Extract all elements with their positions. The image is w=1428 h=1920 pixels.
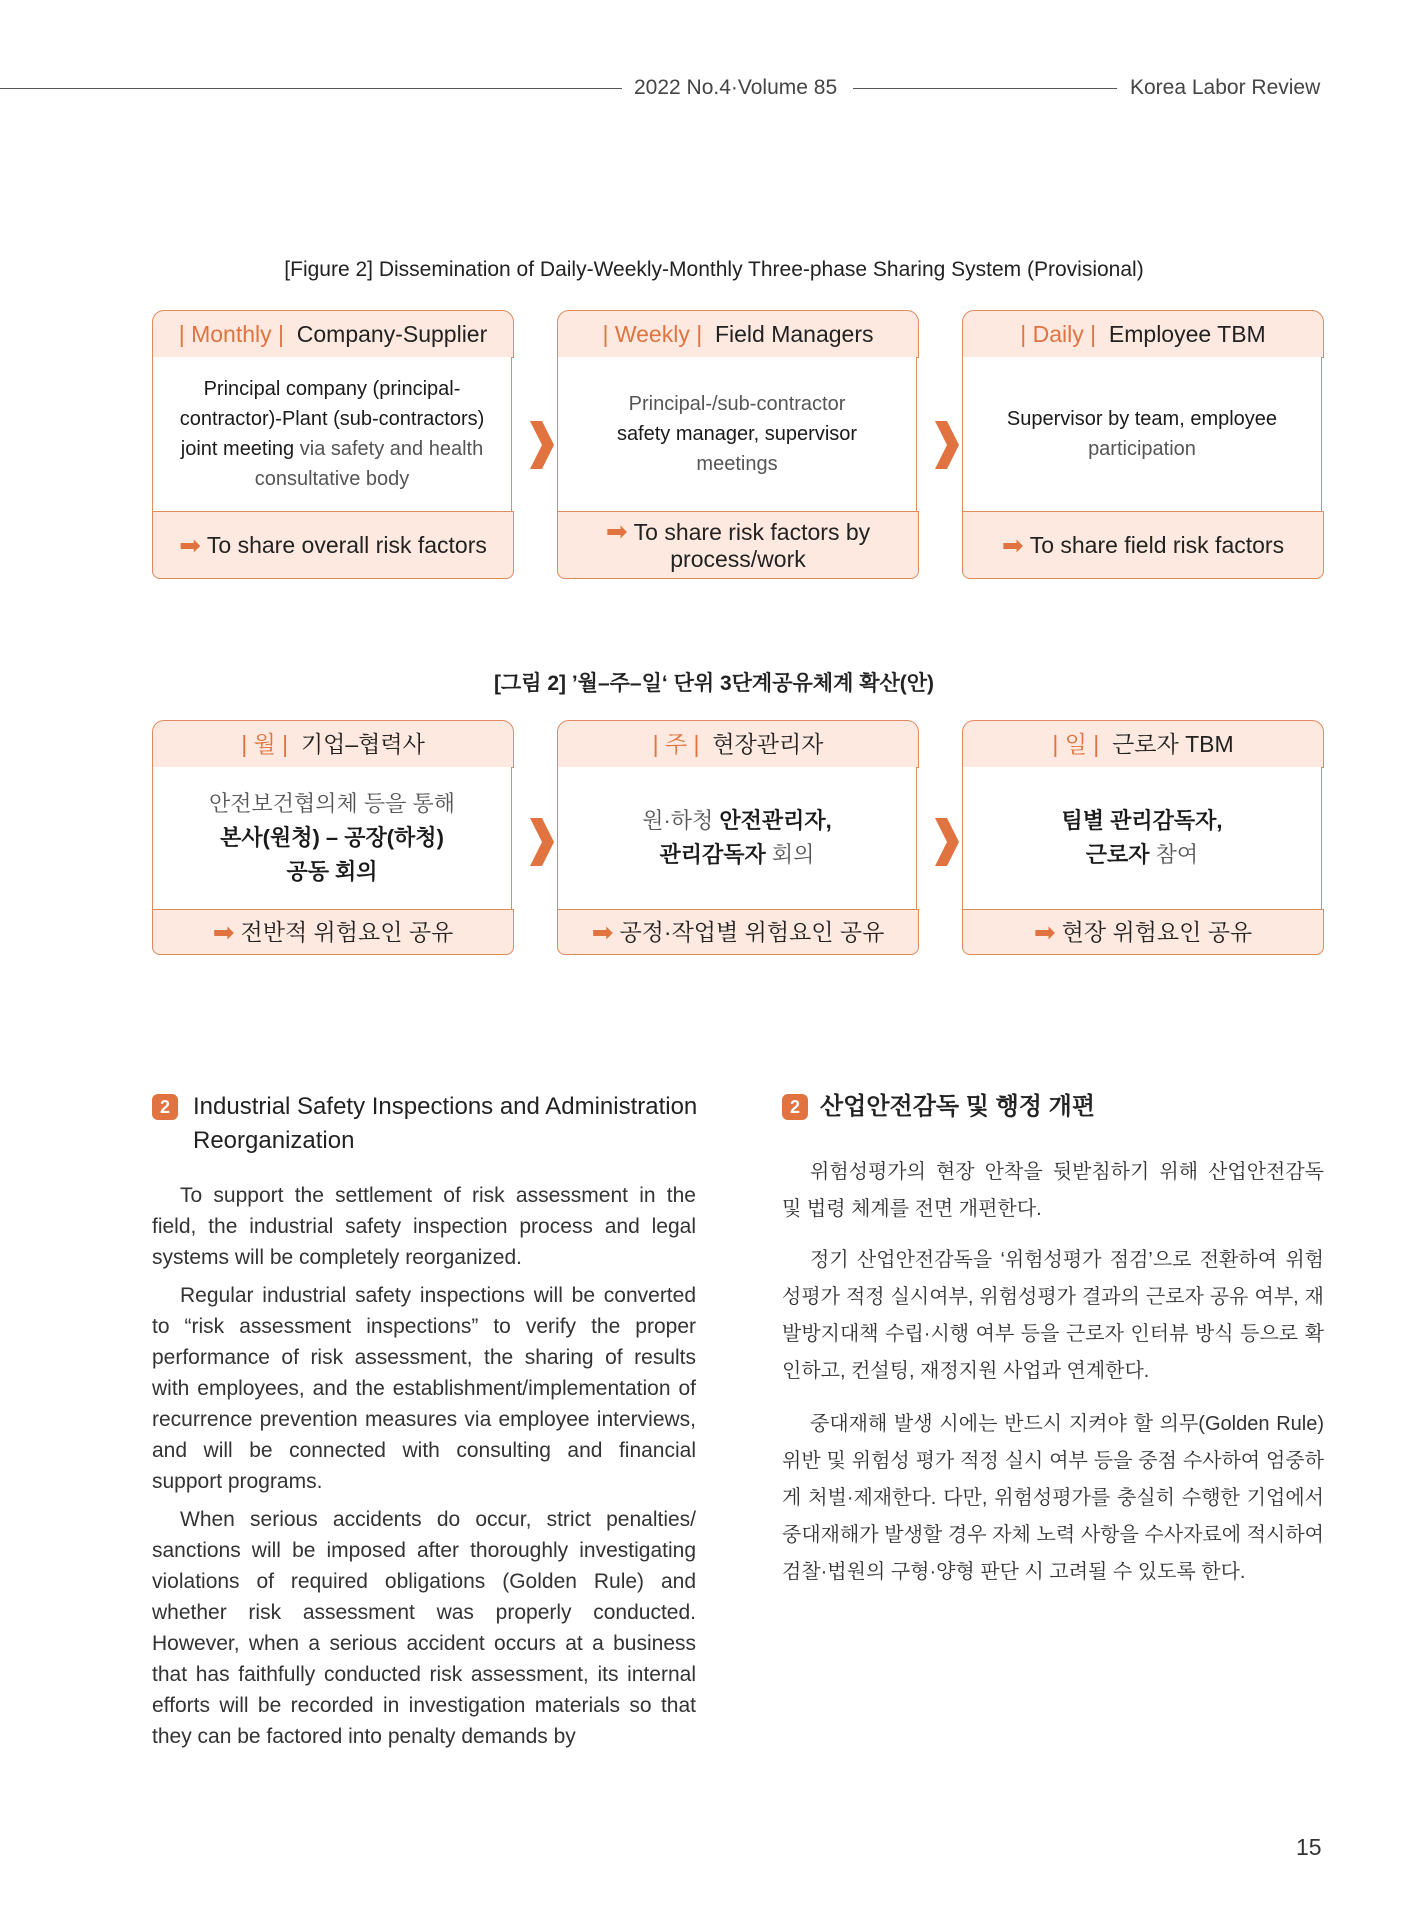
box-header: [962, 720, 1324, 768]
period-tag: | 월 |: [241, 731, 289, 757]
box-footer: [962, 511, 1324, 579]
journal-name: Korea Labor Review: [1130, 76, 1321, 99]
issue-info: 2022 No.4·Volume 85: [634, 76, 838, 99]
body-line-emphasis: Supervisor by team, employee: [1006, 408, 1278, 430]
body-line: contractor)-Plant (sub-contractors): [179, 408, 485, 430]
arrow-right-icon: ➡: [179, 529, 201, 560]
chevron-right-icon: [927, 415, 967, 475]
period-tag: | Monthly |: [178, 321, 284, 347]
body-line-emphasis: joint meeting: [180, 438, 295, 460]
body-line: 회의: [765, 842, 815, 867]
period-tag: | 일 |: [1052, 731, 1100, 757]
heading-line: Reorganization: [193, 1127, 355, 1154]
header-rule-left: [0, 88, 622, 89]
section-en-heading: [193, 1090, 713, 1158]
box-header: [152, 310, 514, 358]
arrow-right-icon: ➡: [591, 916, 614, 947]
page-number: 15: [1296, 1834, 1322, 1860]
box-title: 근로자 TBM: [1112, 731, 1234, 757]
box-body: [557, 357, 917, 511]
chevron-right-icon: [522, 415, 562, 475]
body-line: 참여: [1149, 842, 1199, 867]
box-header: [557, 310, 919, 358]
box-title: Company-Supplier: [296, 321, 488, 347]
box-header: [152, 720, 514, 768]
arrow-right-icon: ➡: [605, 515, 628, 546]
body-line: meetings: [696, 453, 778, 475]
footer-text: 전반적 위험요인 공유: [240, 918, 454, 945]
box-header: [557, 720, 919, 768]
header-rule-middle: [853, 88, 1117, 89]
box-footer: [962, 909, 1324, 955]
body-line: consultative body: [254, 468, 410, 490]
chevron-right-icon: [522, 812, 562, 872]
figure-en-diagram: [152, 310, 1324, 580]
box-title: 기업–협력사: [300, 731, 425, 757]
footer-text: To share risk factors by: [633, 518, 871, 545]
box-body: [962, 767, 1322, 909]
arrow-right-icon: ➡: [1033, 916, 1056, 947]
footer-text: 현장 위험요인 공유: [1061, 918, 1253, 945]
box-body: [152, 357, 512, 511]
paragraph-en-3: When serious accidents do occur, strict penalties/ sanctions will be imposed after thoroughly investigating violations of required obligations (Golden Rule) and whether risk assessment was properly conducted. However, when a serious accident occurs at a business that has faithfully conducted risk assessment, its internal efforts will be recorded in investigation materials so that they can be factored into penalty demands by: [152, 1508, 696, 1748]
section-number-badge: 2: [152, 1094, 178, 1120]
period-tag: | Daily |: [1020, 321, 1097, 347]
period-tag: | 주 |: [652, 731, 700, 757]
body-line: via safety and health: [294, 438, 484, 460]
box-title: 현장관리자: [712, 731, 824, 757]
paragraph-ko-3: 중대재해 발생 시에는 반드시 지켜야 할 의무(Golden Rule) 위반 및 위험성 평가 적정 실시 여부 등을 중점 수사하여 엄중하게 처벌·제재한다. 다만, 위험성평가를 충실히 수행한 기업에서 중대재해가 발생할 경우 자체 노력 사항을 수사자료에 적시하여 검찰·법원의 구형·양형 판단 시 고려될 수 있도록 한다.: [782, 1413, 1324, 1583]
body-line: 안전보건협의체 등을 통해: [209, 791, 455, 816]
box-body: [962, 357, 1322, 511]
box-title: Field Managers: [714, 321, 874, 347]
box-footer: [152, 909, 514, 955]
paragraph-en-1: To support the settlement of risk assessment in the field, the industrial safety inspection process and legal systems will be completely reorganized.: [152, 1184, 696, 1269]
box-header: [962, 310, 1324, 358]
figure-ko-diagram: [152, 720, 1324, 960]
box-body: [152, 767, 512, 909]
paragraph-ko-1: 위험성평가의 현장 안착을 뒷받침하기 위해 산업안전감독 및 법령 체계를 전면 개편한다.: [782, 1161, 1324, 1220]
footer-text: process/work: [670, 545, 806, 572]
section-ko-heading: 산업안전감독 및 행정 개편: [820, 1093, 1096, 1120]
body-line-emphasis: 안전관리자,: [719, 808, 832, 833]
section-number-badge: 2: [782, 1094, 808, 1120]
body-line-emphasis: 근로자: [1085, 842, 1150, 867]
body-line-emphasis: 공동 회의: [286, 859, 378, 884]
footer-text: To share overall risk factors: [206, 531, 487, 558]
body-line: Principal-/sub-contractor: [628, 393, 846, 415]
footer-text: 공정·작업별 위험요인 공유: [619, 918, 885, 945]
arrow-right-icon: ➡: [1001, 529, 1024, 560]
body-line-emphasis: 관리감독자: [659, 842, 766, 867]
body-line-emphasis: 팀별 관리감독자,: [1061, 808, 1223, 833]
arrow-right-icon: ➡: [212, 916, 235, 947]
box-footer: [557, 511, 919, 579]
body-line: participation: [1088, 438, 1196, 460]
box-footer: [557, 909, 919, 955]
footer-text: To share field risk factors: [1029, 531, 1285, 558]
paragraph-en-2: Regular industrial safety inspections will be converted to “risk assessment inspections” to verify the proper performance of risk assessment, the sharing of results with employees, and the establishment/implementation of recurrence prevention measures via employee interviews, and will be connected with consulting and financial support programs.: [152, 1284, 696, 1493]
body-line: 원·하청: [642, 808, 720, 833]
figure-en-title: [Figure 2] Dissemination of Daily-Weekly-Monthly Three-phase Sharing System (Provisional): [284, 258, 1144, 281]
box-body: [557, 767, 917, 909]
body-line-emphasis: 본사(원청) – 공장(하청): [220, 825, 444, 850]
period-tag: | Weekly |: [602, 321, 703, 347]
box-footer: [152, 511, 514, 579]
body-line: Principal company (principal-: [203, 378, 461, 400]
body-line-emphasis: safety manager, supervisor: [616, 423, 858, 445]
heading-line: Industrial Safety Inspections and Administration: [193, 1093, 698, 1120]
box-title: Employee TBM: [1108, 321, 1266, 347]
paragraph-ko-2: 정기 산업안전감독을 ‘위험성평가 점검’으로 전환하여 위험성평가 적정 실시여부, 위험성평가 결과의 근로자 공유 여부, 재발방지대책 수립·시행 여부 등을 근로자 인터뷰 방식 등으로 확인하고, 컨설팅, 재정지원 사업과 연계한다.: [782, 1249, 1324, 1382]
figure-ko-title: [그림 2] ’월–주–일‘ 단위 3단계공유체계 확산(안): [493, 672, 935, 695]
chevron-right-icon: [927, 812, 967, 872]
